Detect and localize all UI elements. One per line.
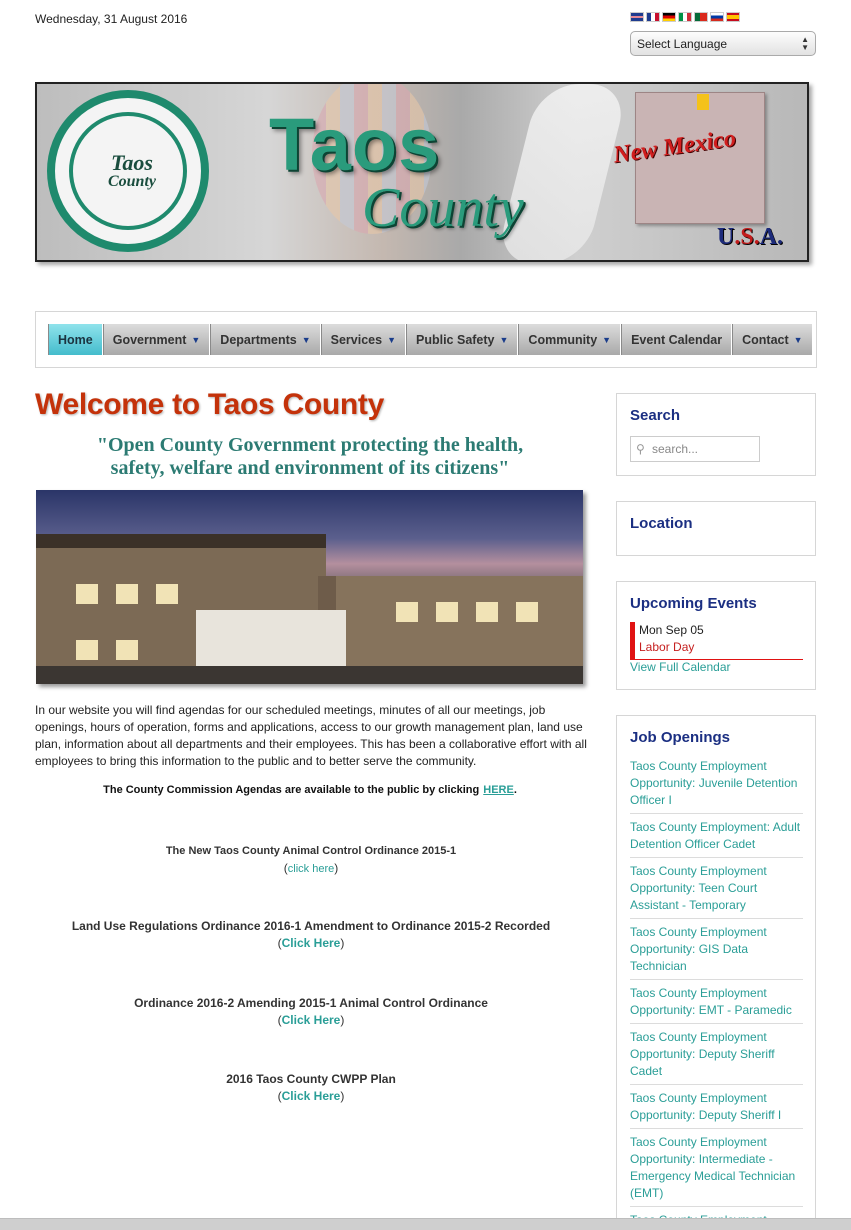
agenda-text: The County Commission Agendas are available to the public by clicking: [103, 784, 480, 796]
ordinance-item: Ordinance 2016-2 Amending 2015-1 Animal Control Ordinance (Click Here): [35, 995, 587, 1029]
ordinance-title: Ordinance 2016-2 Amending 2015-1 Animal Control Ordinance: [134, 996, 488, 1010]
search-module: [616, 393, 816, 476]
current-date: Wednesday, 31 August 2016: [35, 12, 188, 26]
ordinance-link[interactable]: click here: [287, 863, 335, 875]
job-openings-module: [616, 715, 816, 1230]
job-link[interactable]: Taos County Employment: Adult Detention Officer Cadet: [630, 819, 803, 858]
job-list: [630, 758, 803, 1230]
nav-item-services[interactable]: [321, 324, 406, 355]
job-link[interactable]: Taos County Employment Opportunity: Intermediate - Emergency Medical Technician (EMT): [630, 1134, 803, 1207]
english-flag-icon[interactable]: [630, 12, 644, 22]
event-date: Mon Sep 05: [639, 623, 704, 637]
banner-title-county: County: [362, 177, 524, 239]
dropdown-caret-icon: ▼: [191, 334, 201, 345]
ordinance-item: 2016 Taos County CWPP Plan (Click Here): [35, 1071, 587, 1105]
german-flag-icon[interactable]: [662, 12, 676, 22]
search-icon: ⚲: [636, 442, 645, 456]
job-link[interactable]: Taos County Employment Opportunity: Deputy Sheriff I: [630, 1090, 803, 1129]
nav-item-home[interactable]: [48, 324, 103, 355]
location-module: [616, 501, 816, 556]
dropdown-caret-icon: ▼: [793, 334, 803, 345]
ordinance-item: The New Taos County Animal Control Ordinance 2015-1 (click here): [35, 843, 587, 878]
dropdown-caret-icon: ▼: [602, 334, 612, 345]
nav-label: Services: [330, 332, 383, 347]
county-banner: [35, 82, 809, 262]
location-title: Location: [630, 515, 693, 532]
nav-label: Community: [528, 332, 598, 347]
ordinance-link[interactable]: Click Here: [281, 936, 341, 950]
usa-letter-u: U: [717, 224, 735, 250]
ordinance-title: 2016 Taos County CWPP Plan: [226, 1072, 396, 1086]
upcoming-events-module: [616, 581, 816, 690]
language-select-label: Select Language: [637, 37, 728, 51]
french-flag-icon[interactable]: [646, 12, 660, 22]
agenda-notice: [35, 784, 585, 796]
view-full-calendar-link[interactable]: View Full Calendar: [630, 660, 731, 674]
dropdown-caret-icon: ▼: [387, 334, 396, 345]
nav-item-community[interactable]: [518, 324, 621, 355]
dropdown-caret-icon: ▼: [301, 334, 311, 345]
usa-letter-a: A.: [759, 224, 784, 250]
page-title: Welcome to Taos County: [35, 388, 384, 421]
seal-text-taos: Taos: [111, 150, 153, 175]
taos-location-marker: [697, 94, 709, 110]
county-motto: [35, 434, 585, 480]
dropdown-caret-icon: ▼: [499, 334, 509, 345]
usa-letter-s: .S.: [734, 224, 760, 250]
horizontal-scrollbar[interactable]: [0, 1218, 851, 1230]
seal-text-county: County: [107, 173, 156, 190]
main-navigation-container: [35, 311, 817, 368]
ordinance-title: Land Use Regulations Ordinance 2016-1 Amendment to Ordinance 2015-2 Recorded: [71, 919, 551, 933]
ordinance-link[interactable]: Click Here: [281, 1013, 341, 1027]
event-item[interactable]: [630, 622, 803, 660]
jobs-title: Job Openings: [630, 729, 731, 746]
job-link[interactable]: Taos County Employment Opportunity: Deputy Sheriff Cadet: [630, 1029, 803, 1085]
county-building-photo: [36, 490, 583, 684]
russian-flag-icon[interactable]: [710, 12, 724, 22]
select-arrows-icon: ▲ ▼: [801, 35, 809, 52]
nav-label: Contact: [742, 332, 789, 347]
agenda-here-link[interactable]: HERE: [483, 784, 514, 796]
nav-item-event-calendar[interactable]: [621, 324, 732, 355]
nav-label: Event Calendar: [631, 332, 723, 347]
nav-item-public-safety[interactable]: [406, 324, 518, 355]
intro-paragraph: In our website you will find agendas for our scheduled meetings, minutes of all our meetings, job openings, hours of operation, forms and applications, access to our growth management plan, land use plan, information about all departments and their employees. This has been a collaborative effort with all employees to bring this information to the public and to better serve the community.: [35, 703, 587, 768]
nav-label: Public Safety: [416, 332, 495, 347]
job-link[interactable]: Taos County Employment Opportunity: GIS Data Technician: [630, 924, 803, 980]
portuguese-flag-icon[interactable]: [694, 12, 708, 22]
nav-item-departments[interactable]: [210, 324, 320, 355]
nav-label: Departments: [220, 332, 297, 347]
nav-label: Government: [112, 332, 187, 347]
nav-item-contact[interactable]: [732, 324, 812, 355]
agenda-period: .: [513, 784, 517, 796]
language-select[interactable]: [630, 31, 816, 56]
events-title: Upcoming Events: [630, 595, 757, 612]
motto-line-2: safety, welfare and environment of its citizens": [110, 457, 510, 479]
banner-state-name: New Mexico: [611, 125, 738, 169]
language-flags: [630, 12, 740, 22]
job-link[interactable]: Taos County Employment Opportunity: EMT - Paramedic: [630, 985, 803, 1024]
spanish-flag-icon[interactable]: [726, 12, 740, 22]
nav-item-government[interactable]: [103, 324, 211, 355]
ordinance-item: Land Use Regulations Ordinance 2016-1 Amendment to Ordinance 2015-2 Recorded (Click Here): [35, 918, 587, 952]
county-seal-logo: [47, 90, 209, 252]
job-link[interactable]: Taos County Employment Opportunity: Teen Court Assistant - Temporary: [630, 863, 803, 919]
ordinance-title: The New Taos County Animal Control Ordinance 2015-1: [165, 845, 457, 857]
search-input[interactable]: [630, 436, 760, 462]
italian-flag-icon[interactable]: [678, 12, 692, 22]
nav-label: Home: [58, 332, 93, 347]
search-placeholder: search...: [652, 442, 699, 456]
ordinance-link[interactable]: Click Here: [281, 1089, 341, 1103]
motto-line-1: "Open County Government protecting the health,: [96, 434, 524, 456]
event-name[interactable]: Labor Day: [639, 640, 695, 654]
main-navigation: [48, 324, 813, 355]
search-title: Search: [630, 407, 681, 424]
banner-usa: [717, 224, 783, 251]
banner-title-taos: Taos: [269, 103, 441, 186]
job-link[interactable]: Taos County Employment Opportunity: Juvenile Detention Officer I: [630, 758, 803, 814]
